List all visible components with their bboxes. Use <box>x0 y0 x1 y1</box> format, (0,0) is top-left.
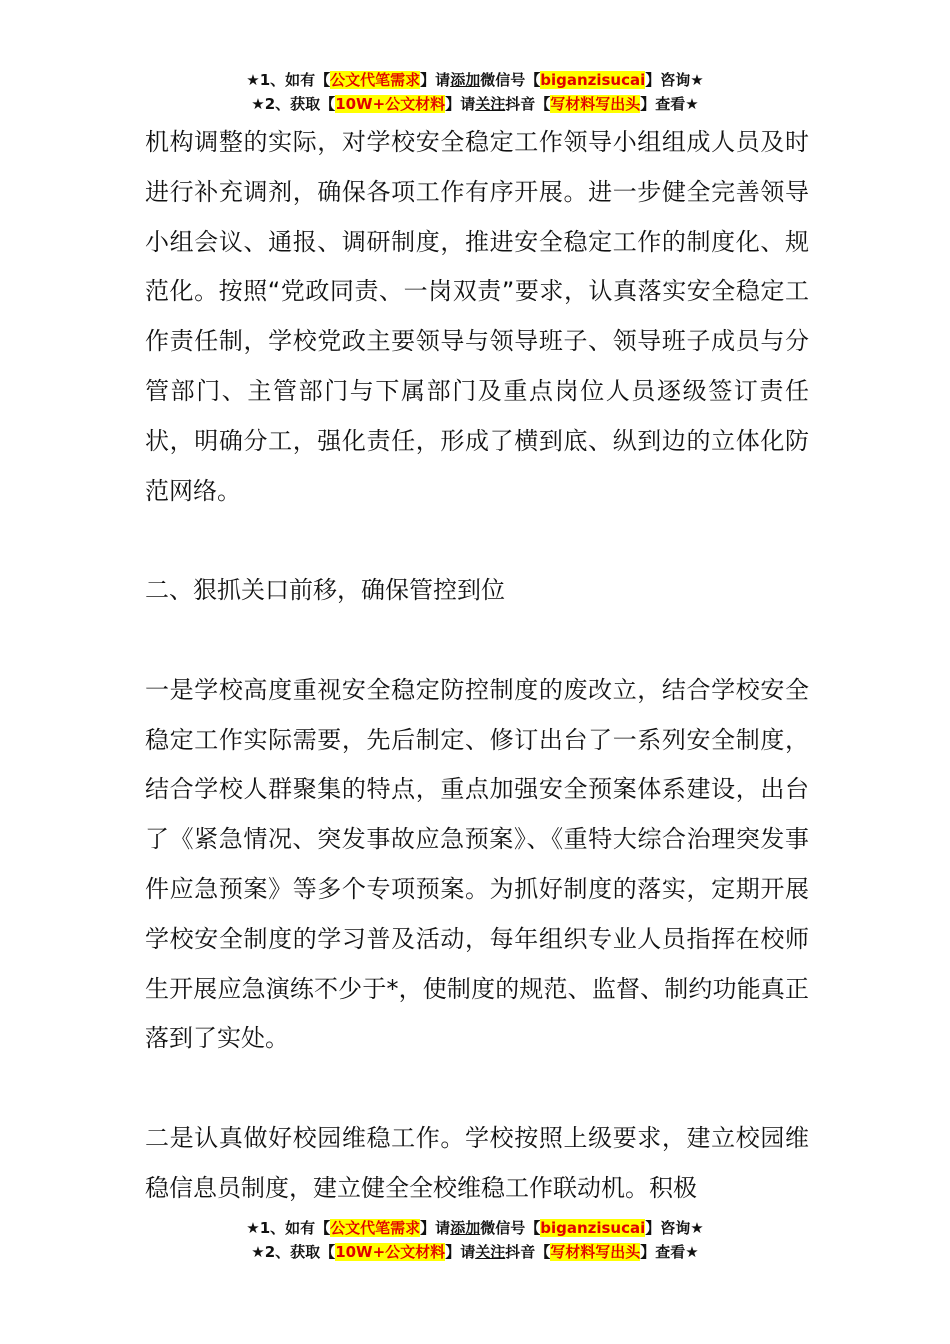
body-paragraph: 机构调整的实际，对学校安全稳定工作领导小组组成人员及时进行补充调剂，确保各项工作有序开展。进一步健全完善领导小组会议、通报、调研制度，推进安全稳定工作的制度化、规范化。按照“党政同责、一岗双责”要求，认真落实安全稳定工作责任制，学校党政主要领导与领导班子、领导班子成员与分管部门、主管部门与下属部门及重点岗位人员逐级签订责任状，明确分工，强化责任，形成了横到底、纵到边的立体化防范网络。 <box>145 128 809 505</box>
section-heading: 二、狠抓关口前移，确保管控到位 <box>145 576 505 605</box>
promo-line-2 <box>0 92 950 116</box>
promo-text: ★2、获取【 <box>251 1243 336 1261</box>
promo-text: 】请 <box>445 1243 476 1261</box>
body-paragraph: 二是认真做好校园维稳工作。学校按照上级要求，建立校园维稳信息员制度，建立健全全校维稳工作联动机。积极 <box>145 1123 809 1202</box>
promo-text: 】咨询★ <box>645 71 704 89</box>
promo-text: 微信号【 <box>480 71 541 89</box>
promo-line-2 <box>0 1240 950 1264</box>
promo-text: 抖音【 <box>505 1243 551 1261</box>
promo-emphasis: 添加 <box>450 71 481 89</box>
paragraph-gap <box>145 616 809 666</box>
promo-text: 】请 <box>420 1219 451 1237</box>
promo-highlight: biganzisucai <box>540 1219 646 1237</box>
promo-emphasis: 关注 <box>475 95 506 113</box>
promo-line-1 <box>0 68 950 92</box>
promo-text: 】查看★ <box>640 1243 699 1261</box>
promo-emphasis: 关注 <box>475 1243 506 1261</box>
promo-text: ★1、如有【 <box>246 71 331 89</box>
promo-highlight: biganzisucai <box>540 71 646 89</box>
promo-highlight: 10W+公文材料 <box>335 1243 446 1261</box>
promo-text: 微信号【 <box>480 1219 541 1237</box>
promo-text: ★2、获取【 <box>251 95 336 113</box>
paragraph-gap <box>145 516 809 566</box>
paragraph-gap <box>145 1064 809 1114</box>
promo-highlight: 10W+公文材料 <box>335 95 446 113</box>
document-body <box>145 118 809 1214</box>
promo-highlight: 公文代笔需求 <box>330 71 421 89</box>
promo-text: 抖音【 <box>505 95 551 113</box>
header-promo-banner <box>0 68 950 116</box>
promo-highlight: 公文代笔需求 <box>330 1219 421 1237</box>
promo-highlight: 写材料写出头 <box>550 95 641 113</box>
promo-text: 】请 <box>420 71 451 89</box>
promo-text: ★1、如有【 <box>246 1219 331 1237</box>
promo-highlight: 写材料写出头 <box>550 1243 641 1261</box>
promo-line-1 <box>0 1216 950 1240</box>
promo-emphasis: 添加 <box>450 1219 481 1237</box>
promo-text: 】咨询★ <box>645 1219 704 1237</box>
footer-promo-banner <box>0 1216 950 1264</box>
promo-text: 】查看★ <box>640 95 699 113</box>
promo-text: 】请 <box>445 95 476 113</box>
body-paragraph: 一是学校高度重视安全稳定防控制度的废改立，结合学校安全稳定工作实际需要，先后制定、修订出台了一系列安全制度，结合学校人群聚集的特点，重点加强安全预案体系建设，出台了《紧急情况、突发事故应急预案》、《重特大综合治理突发事件应急预案》等多个专项预案。为抓好制度的落实，定期开展学校安全制度的学习普及活动，每年组织专业人员指挥在校师生开展应急演练不少于*，使制度的规范、监督、制约功能真正落到了实处。 <box>145 675 809 1053</box>
